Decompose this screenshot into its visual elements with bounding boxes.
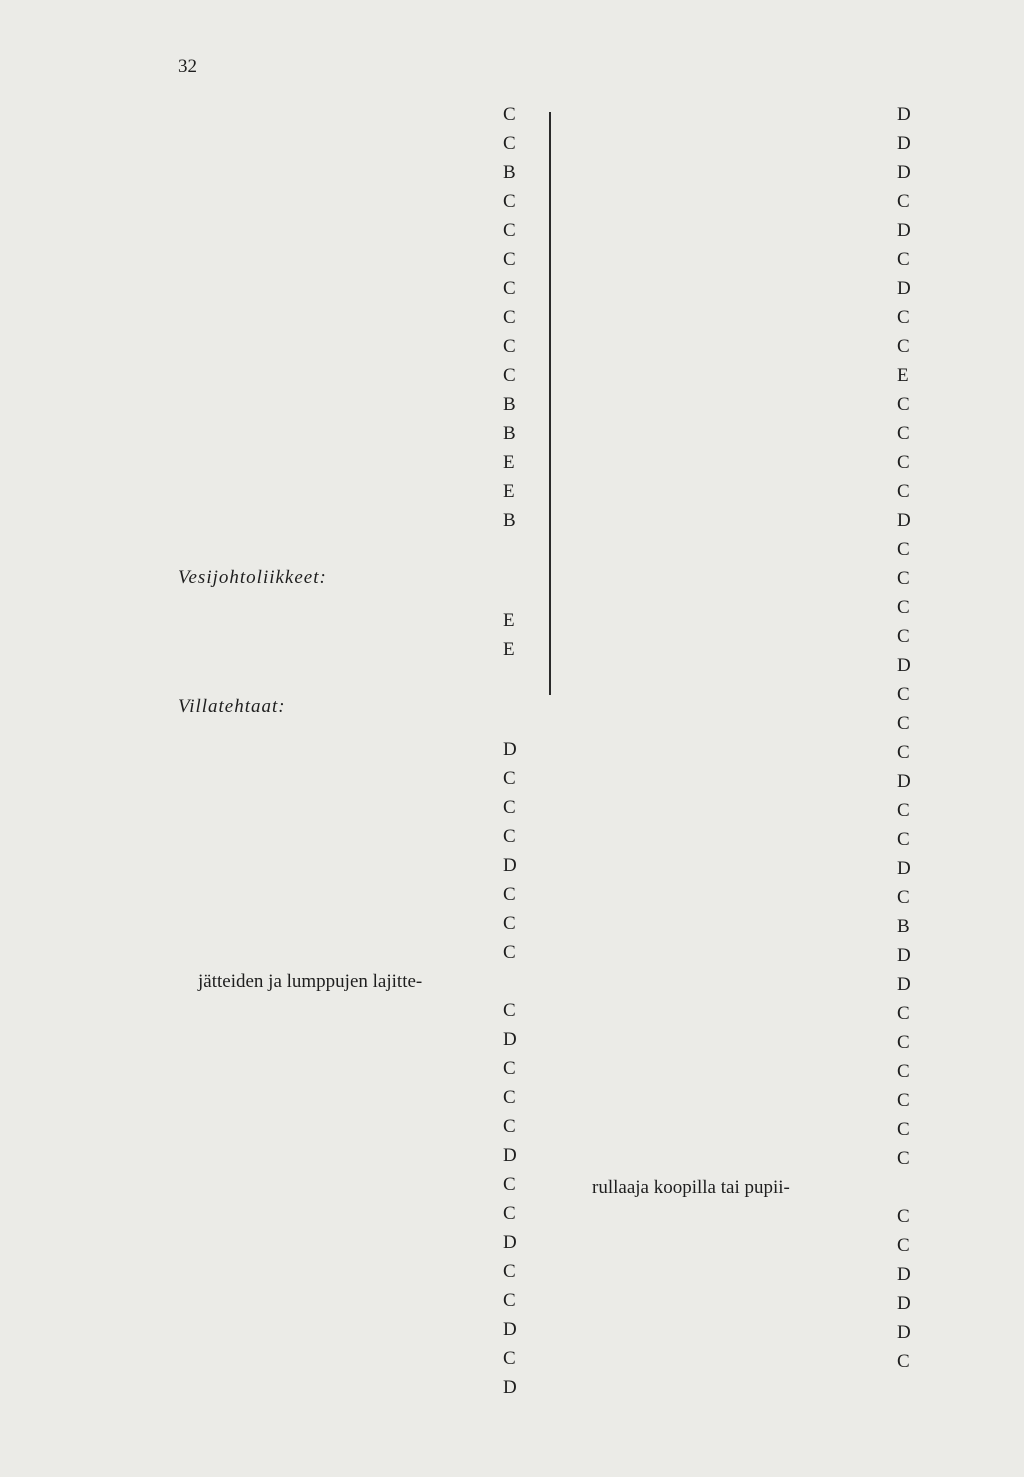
list-item — [592, 941, 917, 970]
entry-grade: C — [897, 307, 910, 328]
entry-grade: E — [897, 365, 909, 386]
list-item — [198, 1315, 523, 1344]
entry-grade: C — [897, 539, 910, 560]
left-group-3 — [198, 735, 523, 967]
entry-grade: C — [503, 220, 516, 241]
entry-grade: C — [897, 191, 910, 212]
list-item — [592, 448, 917, 477]
entry-name: rullaaja koopilla tai pupii- — [592, 1177, 790, 1198]
entry-grade: E — [503, 481, 515, 502]
list-item — [198, 793, 523, 822]
list-item — [198, 1170, 523, 1199]
list-item — [198, 909, 523, 938]
list-item — [592, 680, 917, 709]
list-item — [198, 361, 523, 390]
list-item — [198, 606, 523, 635]
entry-grade: C — [503, 1348, 516, 1369]
list-item — [592, 1115, 917, 1144]
entry-grade: C — [897, 1119, 910, 1140]
entry-grade: C — [897, 684, 910, 705]
list-item — [592, 564, 917, 593]
list-item — [592, 738, 917, 767]
list-item — [592, 1318, 917, 1347]
list-item — [592, 303, 917, 332]
entry-grade: C — [897, 452, 910, 473]
list-item — [198, 1199, 523, 1228]
right-column — [592, 100, 917, 1376]
entry-grade: D — [897, 133, 911, 154]
entry-grade: C — [503, 307, 516, 328]
list-item — [592, 1231, 917, 1260]
list-item — [198, 1228, 523, 1257]
entry-grade: C — [503, 797, 516, 818]
right-group-2 — [592, 1231, 917, 1376]
entry-grade: C — [897, 249, 910, 270]
list-item — [198, 1286, 523, 1315]
entry-grade: C — [503, 942, 516, 963]
entry-grade: B — [503, 162, 516, 183]
entry-grade: B — [503, 423, 516, 444]
list-item — [592, 854, 917, 883]
entry-grade: C — [503, 913, 516, 934]
list-item — [592, 1086, 917, 1115]
entry-grade: C — [897, 1351, 910, 1372]
entry-grade: E — [503, 639, 515, 660]
entry-grade: C — [897, 394, 910, 415]
list-item — [592, 535, 917, 564]
entry-grade: D — [897, 162, 911, 183]
right-group-1 — [592, 100, 917, 1173]
list-item — [592, 622, 917, 651]
list-item — [198, 100, 523, 129]
list-item — [198, 187, 523, 216]
entry-grade: D — [503, 1145, 517, 1166]
entry-grade: D — [503, 1232, 517, 1253]
entry-grade: B — [503, 510, 516, 531]
list-item — [198, 448, 523, 477]
list-item — [198, 506, 523, 535]
entry-grade: C — [503, 191, 516, 212]
entry-grade: D — [897, 771, 911, 792]
entry-grade: D — [503, 855, 517, 876]
entry-grade: C — [503, 249, 516, 270]
entry-grade: C — [503, 336, 516, 357]
list-item — [592, 390, 917, 419]
entry-grade: C — [897, 1032, 910, 1053]
entry-grade: C — [897, 1235, 910, 1256]
list-item — [592, 999, 917, 1028]
list-item — [198, 274, 523, 303]
list-item — [198, 635, 523, 664]
entry-grade: C — [897, 481, 910, 502]
entry-grade: C — [503, 1058, 516, 1079]
list-item — [198, 967, 523, 1025]
list-item — [592, 1260, 917, 1289]
entry-grade: D — [503, 1377, 517, 1398]
left-group-4 — [198, 1025, 523, 1402]
entry-grade: C — [503, 104, 516, 125]
entry-grade: C — [503, 1174, 516, 1195]
entry-grade: C — [897, 568, 910, 589]
entry-grade: E — [503, 610, 515, 631]
list-item — [198, 851, 523, 880]
entry-grade: D — [897, 278, 911, 299]
entry-grade: D — [897, 1322, 911, 1343]
entry-grade: C — [503, 768, 516, 789]
entry-grade: D — [897, 510, 911, 531]
entry-grade: C — [897, 800, 910, 821]
entry-grade: D — [897, 1293, 911, 1314]
list-item — [592, 1144, 917, 1173]
list-item — [198, 822, 523, 851]
entry-grade: C — [897, 1090, 910, 1111]
list-item — [592, 245, 917, 274]
list-item — [592, 419, 917, 448]
list-item — [198, 1373, 523, 1402]
entry-grade: D — [897, 655, 911, 676]
list-item — [592, 767, 917, 796]
list-item — [592, 1028, 917, 1057]
entry-grade: C — [897, 336, 910, 357]
list-item — [198, 1025, 523, 1054]
list-item — [592, 1057, 917, 1086]
list-item — [592, 1289, 917, 1318]
list-item — [198, 1141, 523, 1170]
entry-grade: C — [897, 1003, 910, 1024]
entry-grade: D — [897, 945, 911, 966]
list-item — [198, 764, 523, 793]
entry-grade: B — [897, 916, 910, 937]
entry-grade: C — [503, 278, 516, 299]
list-item — [198, 1257, 523, 1286]
entry-grade: D — [503, 1319, 517, 1340]
list-item — [592, 187, 917, 216]
entry-grade: D — [897, 858, 911, 879]
list-item — [198, 1054, 523, 1083]
section-heading-wool: Villatehtaat: — [178, 696, 286, 717]
list-item — [592, 796, 917, 825]
list-item — [198, 477, 523, 506]
list-item — [198, 390, 523, 419]
entry-grade: C — [503, 884, 516, 905]
entry-grade: C — [897, 742, 910, 763]
list-item — [198, 938, 523, 967]
list-item — [198, 332, 523, 361]
list-item — [198, 735, 523, 764]
list-item — [592, 1173, 917, 1231]
entry-grade: C — [503, 1290, 516, 1311]
entry-grade: E — [503, 452, 515, 473]
list-item — [592, 361, 917, 390]
entry-grade: C — [897, 713, 910, 734]
list-item — [592, 274, 917, 303]
left-group-2 — [198, 606, 523, 664]
left-column — [178, 100, 523, 1402]
entry-grade: C — [897, 887, 910, 908]
list-item — [198, 1083, 523, 1112]
list-item — [198, 303, 523, 332]
entry-grade: C — [503, 133, 516, 154]
entry-grade: C — [897, 1061, 910, 1082]
list-item — [592, 912, 917, 941]
list-item — [592, 709, 917, 738]
entry-grade: C — [897, 626, 910, 647]
list-item — [198, 419, 523, 448]
list-item — [198, 216, 523, 245]
list-item — [198, 129, 523, 158]
page-number: 32 — [178, 56, 197, 77]
entry-grade: C — [503, 826, 516, 847]
list-item — [592, 825, 917, 854]
entry-grade: C — [897, 1206, 910, 1227]
list-item — [198, 880, 523, 909]
entry-grade: C — [503, 1203, 516, 1224]
list-item — [592, 129, 917, 158]
entry-name: jätteiden ja lumppujen lajitte- — [198, 971, 423, 992]
list-item — [592, 883, 917, 912]
column-divider — [549, 112, 551, 695]
entry-grade: C — [503, 1087, 516, 1108]
list-item — [592, 332, 917, 361]
section-heading-water: Vesijohtoliikkeet: — [178, 567, 327, 588]
entry-grade: D — [897, 104, 911, 125]
list-item — [592, 970, 917, 999]
entry-grade: D — [897, 974, 911, 995]
list-item — [592, 506, 917, 535]
list-item — [198, 1344, 523, 1373]
left-group-1 — [198, 100, 523, 535]
entry-grade: C — [503, 1116, 516, 1137]
list-item — [592, 158, 917, 187]
list-item — [592, 651, 917, 680]
list-item — [592, 593, 917, 622]
entry-grade: C — [897, 1148, 910, 1169]
entry-grade: D — [503, 1029, 517, 1050]
entry-grade: C — [897, 597, 910, 618]
entry-grade: C — [897, 423, 910, 444]
entry-grade: C — [503, 365, 516, 386]
list-item — [198, 1112, 523, 1141]
list-item — [592, 1347, 917, 1376]
entry-grade: D — [897, 220, 911, 241]
entry-grade: B — [503, 394, 516, 415]
entry-grade: C — [503, 1261, 516, 1282]
list-item — [592, 477, 917, 506]
entry-grade: C — [897, 829, 910, 850]
list-item — [592, 100, 917, 129]
entry-grade: D — [503, 739, 517, 760]
entry-grade: D — [897, 1264, 911, 1285]
list-item — [198, 158, 523, 187]
entry-grade: C — [503, 1000, 516, 1021]
list-item — [198, 245, 523, 274]
list-item — [592, 216, 917, 245]
